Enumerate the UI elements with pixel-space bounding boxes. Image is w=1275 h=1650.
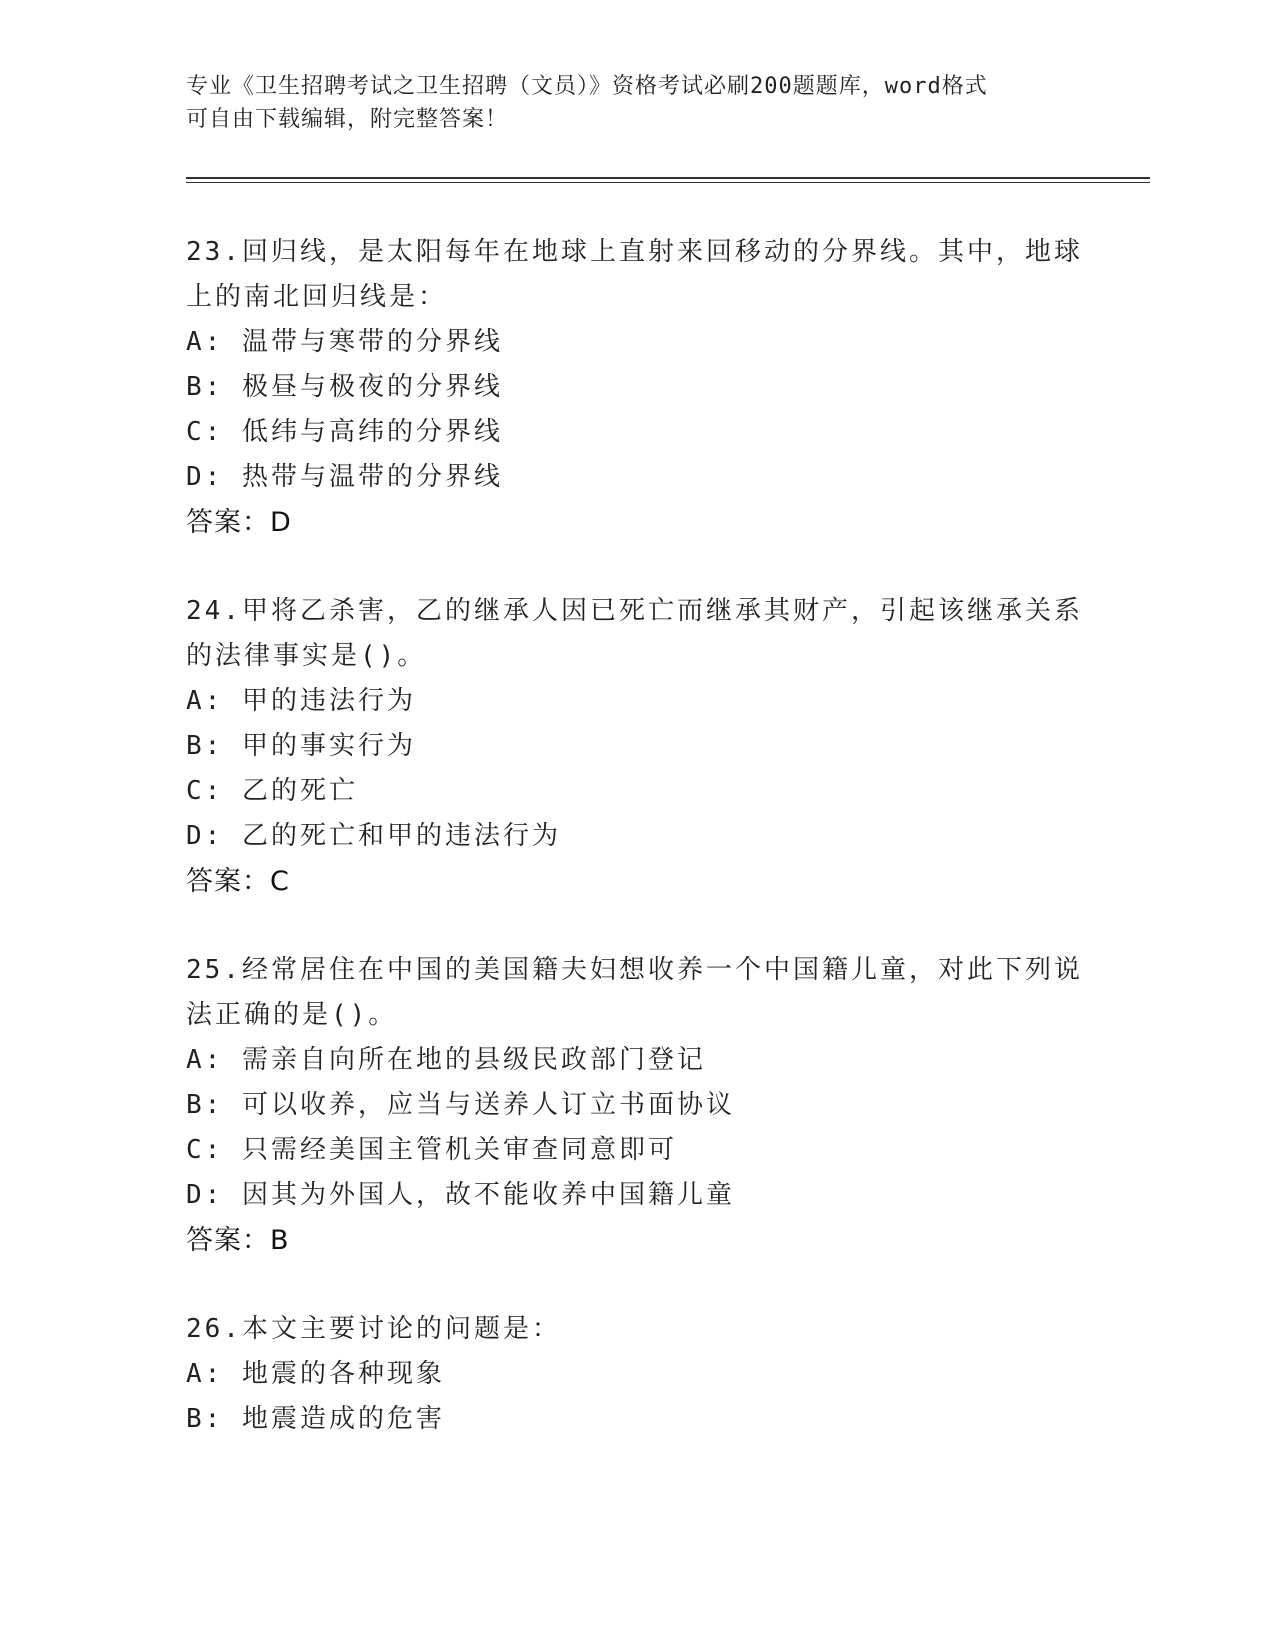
question-list bbox=[186, 230, 1086, 1485]
answer-label: 答案：D bbox=[186, 507, 292, 538]
header-line-2: 可自由下载编辑，附完整答案！ bbox=[186, 107, 509, 132]
header-divider-thick bbox=[186, 177, 1150, 179]
option-b: B: 地震造成的危害 bbox=[186, 1404, 445, 1434]
header-line-1: 专业《卫生招聘考试之卫生招聘（文员）》资格考试必刷200题题库，word格式 bbox=[186, 74, 988, 99]
option-c: C: 低纬与高纬的分界线 bbox=[186, 417, 503, 447]
option-c: C: 乙的死亡 bbox=[186, 776, 358, 806]
option-a: A: 甲的违法行为 bbox=[186, 686, 416, 716]
option-a: A: 需亲自向所在地的县级民政部门登记 bbox=[186, 1045, 706, 1075]
option-d: D: 乙的死亡和甲的违法行为 bbox=[186, 821, 561, 851]
question-25 bbox=[186, 948, 1086, 1264]
option-c: C: 只需经美国主管机关审查同意即可 bbox=[186, 1135, 677, 1165]
document-header bbox=[186, 70, 1086, 136]
question-stem-line: 23.回归线，是太阳每年在地球上直射来回移动的分界线。其中，地球 bbox=[186, 237, 1083, 267]
option-a: A: 地震的各种现象 bbox=[186, 1359, 445, 1389]
question-24 bbox=[186, 589, 1086, 905]
question-stem-line: 法正确的是()。 bbox=[186, 1000, 398, 1030]
question-stem-line: 24.甲将乙杀害，乙的继承人因已死亡而继承其财产，引起该继承关系 bbox=[186, 596, 1083, 626]
question-stem-line: 的法律事实是()。 bbox=[186, 641, 427, 671]
question-26 bbox=[186, 1307, 1086, 1442]
option-a: A: 温带与寒带的分界线 bbox=[186, 327, 503, 357]
option-b: B: 甲的事实行为 bbox=[186, 731, 416, 761]
question-stem-line: 上的南北回归线是： bbox=[186, 282, 448, 312]
option-b: B: 可以收养，应当与送养人订立书面协议 bbox=[186, 1090, 735, 1120]
option-b: B: 极昼与极夜的分界线 bbox=[186, 372, 503, 402]
option-d: D: 热带与温带的分界线 bbox=[186, 462, 503, 492]
answer-label: 答案：B bbox=[186, 1225, 290, 1256]
header-divider-thin bbox=[186, 182, 1150, 183]
question-23 bbox=[186, 230, 1086, 546]
question-stem-line: 25.经常居住在中国的美国籍夫妇想收养一个中国籍儿童，对此下列说 bbox=[186, 955, 1083, 985]
question-stem-line: 26.本文主要讨论的问题是： bbox=[186, 1314, 561, 1344]
answer-label: 答案：C bbox=[186, 866, 290, 897]
option-d: D: 因其为外国人，故不能收养中国籍儿童 bbox=[186, 1180, 735, 1210]
